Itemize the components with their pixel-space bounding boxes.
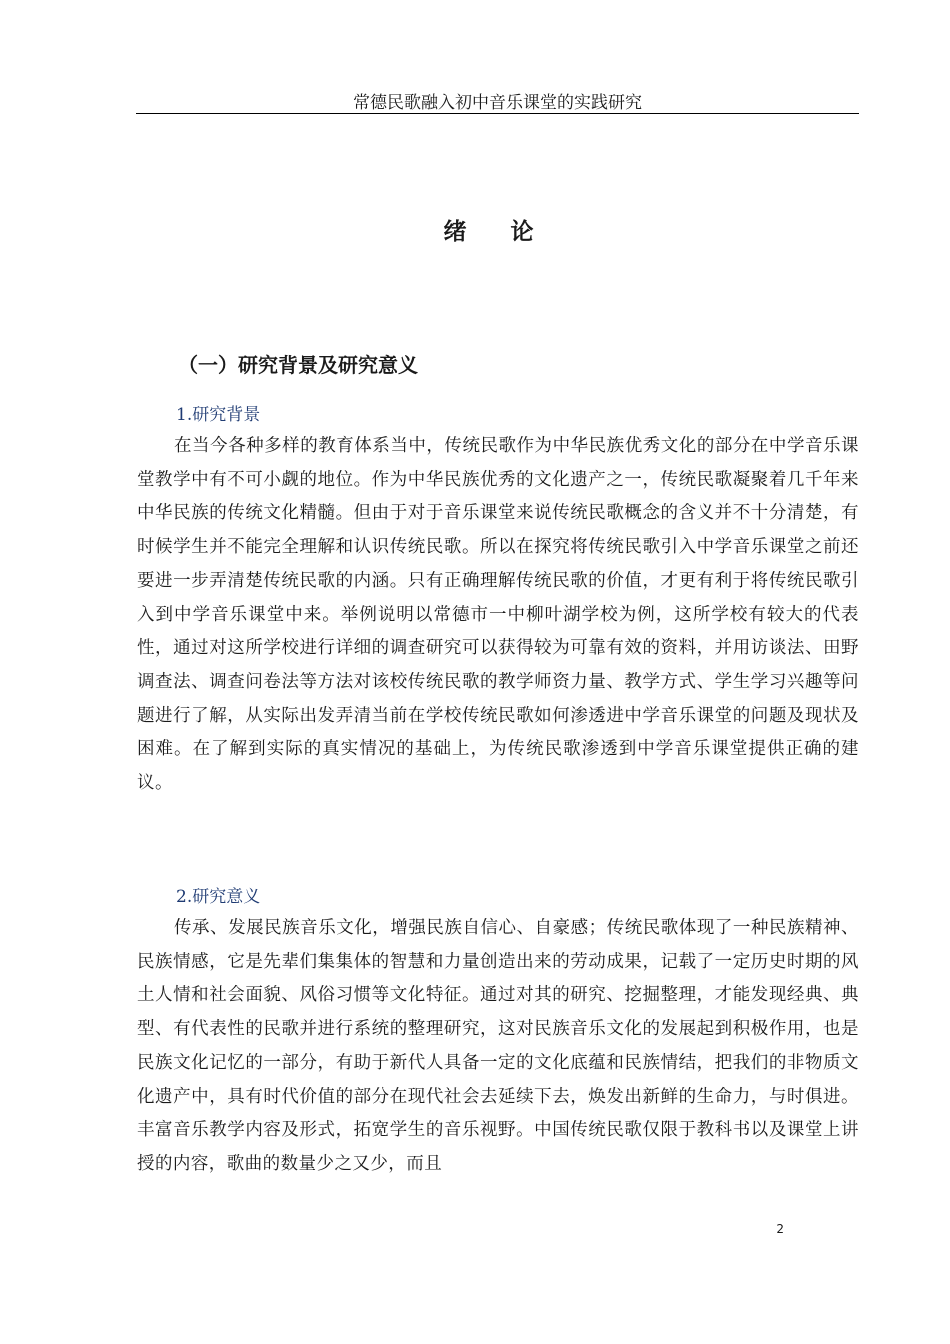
- section-heading: （一）研究背景及研究意义: [178, 353, 418, 377]
- paragraph-background: 在当今各种多样的教育体系当中，传统民歌作为中华民族优秀文化的部分在中学音乐课堂教学中有不可小觑的地位。作为中华民族优秀的文化遗产之一，传统民歌凝聚着几千年来中华民族的传统文化精髓。但由于对于音乐课堂来说传统民歌概念的含义并不十分清楚，有时候学生并不能完全理解和认识传统民歌。所以在探究将传统民歌引入中学音乐课堂之前还要进一步弄清楚传统民歌的内涵。只有正确理解传统民歌的价值，才更有利于将传统民歌引入到中学音乐课堂中来。举例说明以常德市一中柳叶湖学校为例，这所学校有较大的代表性，通过对这所学校进行详细的调查研究可以获得较为可靠有效的资料，并用访谈法、田野调查法、调查问卷法等方法对该校传统民歌的教学师资力量、教学方式、学生学习兴趣等问题进行了解，从实际出发弄清当前在学校传统民歌如何渗透进中学音乐课堂的问题及现状及困难。在了解到实际的真实情况的基础上，为传统民歌渗透到中学音乐课堂提供正确的建议。: [137, 436, 859, 794]
- subsection-heading-significance: 2.研究意义: [176, 887, 261, 907]
- page-number: 2: [776, 1222, 784, 1236]
- chapter-title: 绪 论: [443, 219, 552, 245]
- running-header: 常德民歌融入初中音乐课堂的实践研究: [353, 93, 642, 113]
- paragraph-significance: 传承、发展民族音乐文化，增强民族自信心、自豪感；传统民歌体现了一种民族精神、民族情感，它是先辈们集集体的智慧和力量创造出来的劳动成果，记载了一定历史时期的风土人情和社会面貌、风俗习惯等文化特征。通过对其的研究、挖掘整理，才能发现经典、典型、有代表性的民歌并进行系统的整理研究，这对民族音乐文化的发展起到积极作用，也是民族文化记忆的一部分，有助于新代人具备一定的文化底蕴和民族情结，把我们的非物质文化遗产中，具有时代价值的部分在现代社会去延续下去，焕发出新鲜的生命力，与时俱进。丰富音乐教学内容及形式，拓宽学生的音乐视野。中国传统民歌仅限于教科书以及课堂上讲授的内容，歌曲的数量少之又少，而且: [137, 918, 859, 1174]
- subsection-heading-background: 1.研究背景: [176, 405, 261, 425]
- header-rule: [136, 113, 859, 114]
